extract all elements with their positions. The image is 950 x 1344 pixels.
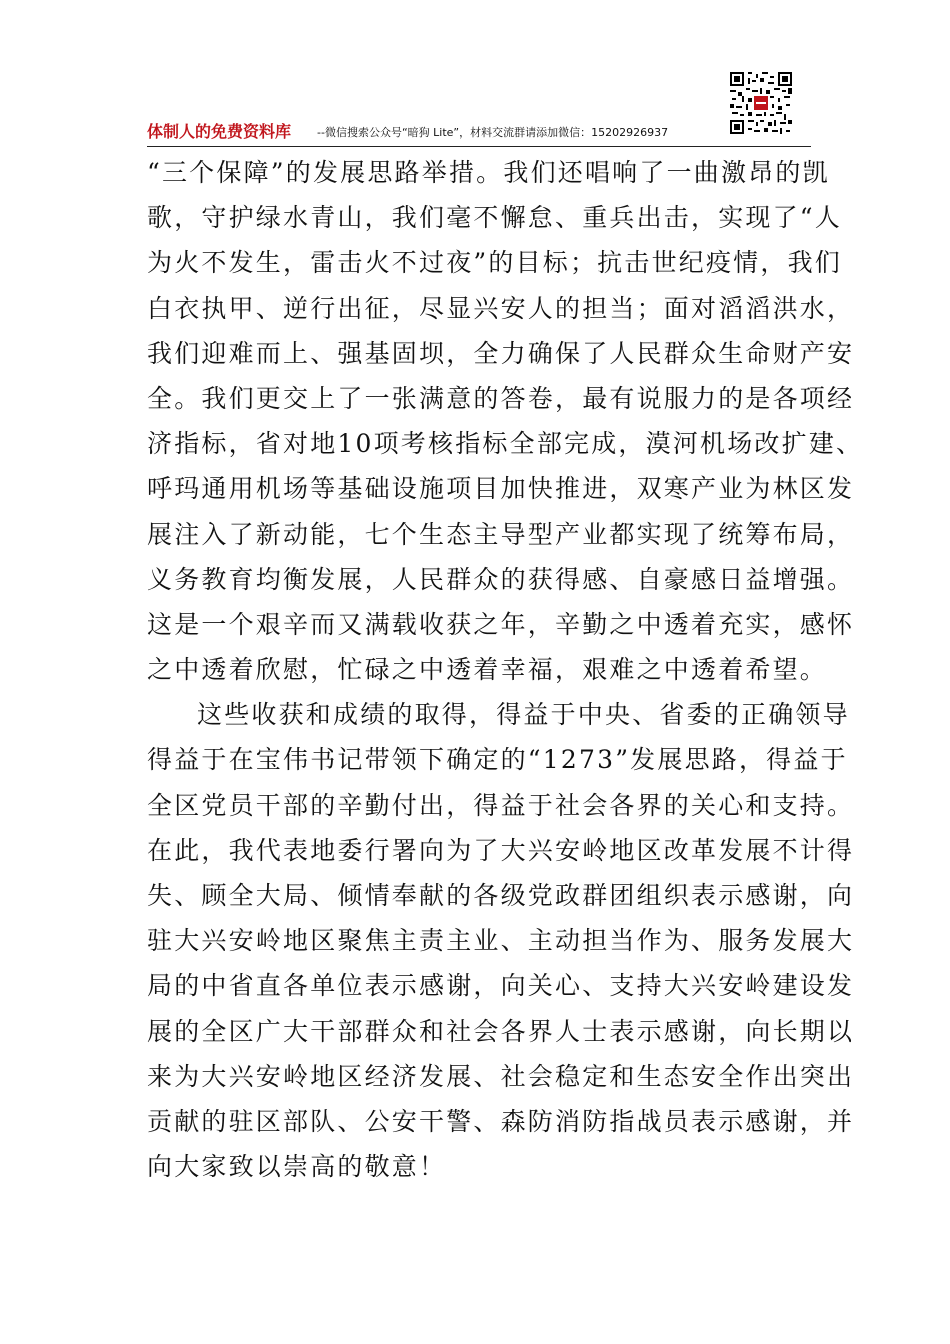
text-line: 贡献的驻区部队、公安干警、森防消防指战员表示感谢，并 — [147, 1106, 855, 1136]
text-line: 歌，守护绿水青山，我们毫不懈怠、重兵出击，实现了“人 — [147, 203, 842, 233]
page-header — [147, 122, 807, 146]
text-line: 之中透着欣慰，忙碌之中透着幸福，艰难之中透着希望。 — [147, 655, 828, 685]
text-line: “三个保障”的发展思路举措。我们还唱响了一曲激昂的凯 — [147, 158, 830, 187]
text-line: 义务教育均衡发展，人民群众的获得感、自豪感日益增强。 — [147, 564, 855, 594]
text-line: 白衣执甲、逆行出征，尽显兴安人的担当；面对滔滔洪水， — [147, 293, 855, 323]
header-note: --微信搜索公众号“暗狗 Lite”，材料交流群请添加微信：15202926937 — [317, 126, 669, 139]
text-line: 展注入了新动能，七个生态主导型产业都实现了统筹布局， — [147, 519, 855, 549]
header-brand: 体制人的免费资料库 — [147, 122, 292, 141]
text-line: 来为大兴安岭地区经济发展、社会稳定和生态安全作出突出 — [147, 1061, 855, 1091]
header-divider — [147, 146, 811, 147]
paragraph-start-line: 这些收获和成绩的取得，得益于中央、省委的正确领导 — [197, 700, 850, 730]
document-body — [147, 150, 864, 1189]
text-line: 我们迎难而上、强基固坝，全力确保了人民群众生命财产安 — [147, 338, 855, 368]
text-line: 得益于在宝伟书记带领下确定的“1273”发展思路，得益于 — [147, 745, 848, 775]
text-line: 全。我们更交上了一张满意的答卷，最有说服力的是各项经 — [147, 383, 855, 413]
text-line: 这是一个艰辛而又满载收获之年，辛勤之中透着充实，感怀 — [147, 609, 855, 639]
text-line: 驻大兴安岭地区聚焦主责主业、主动担当作为、服务发展大 — [147, 926, 855, 956]
text-line: 济指标，省对地10项考核指标全部完成，漠河机场改扩建、 — [147, 429, 864, 459]
text-line: 呼玛通用机场等基础设施项目加快推进，双寒产业为林区发 — [147, 474, 855, 504]
text-line: 展的全区广大干部群众和社会各界人士表示感谢，向长期以 — [147, 1016, 855, 1046]
text-line: 失、顾全大局、倾情奉献的各级党政群团组织表示感谢，向 — [147, 881, 855, 910]
qr-code-icon — [730, 72, 792, 134]
text-line: 向大家致以崇高的敬意！ — [147, 1152, 447, 1182]
text-line: 在此，我代表地委行署向为了大兴安岭地区改革发展不计得 — [147, 835, 855, 865]
text-line: 全区党员干部的辛勤付出，得益于社会各界的关心和支持。 — [147, 790, 855, 820]
text-line: 为火不发生，雷击火不过夜”的目标；抗击世纪疫情，我们 — [147, 248, 842, 278]
text-line: 局的中省直各单位表示感谢，向关心、支持大兴安岭建设发 — [147, 971, 855, 1001]
